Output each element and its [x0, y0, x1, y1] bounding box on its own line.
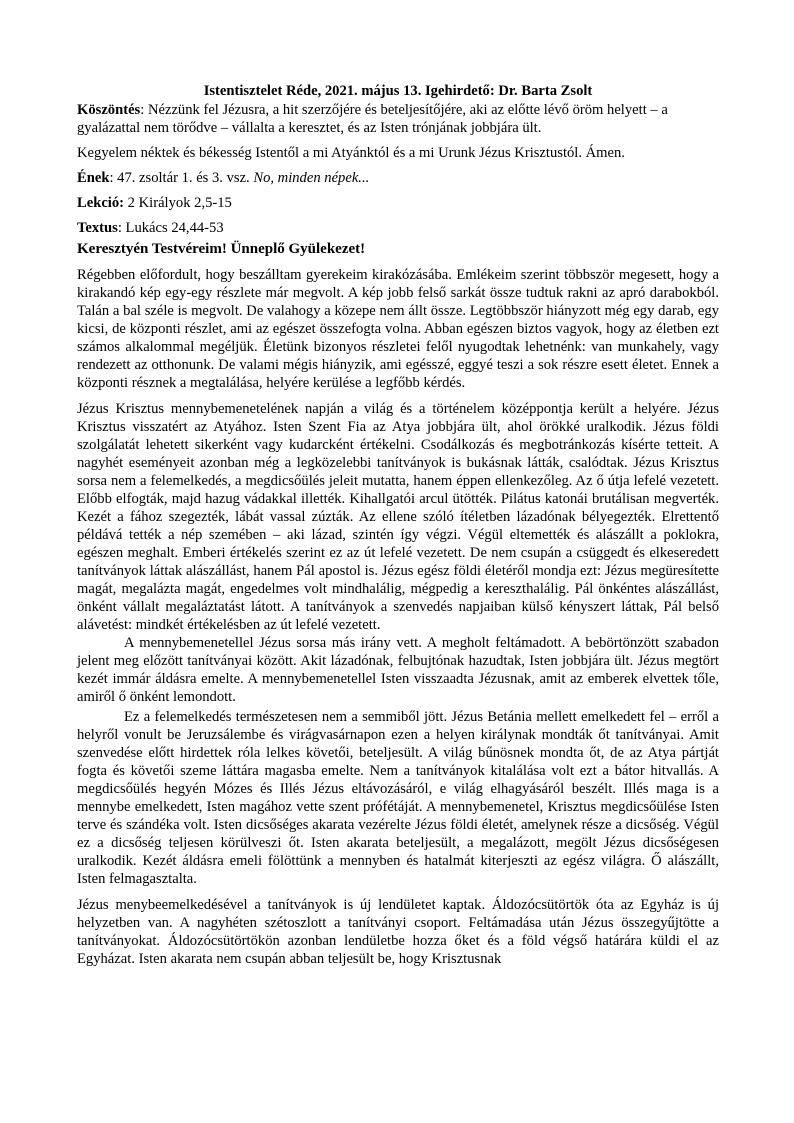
greeting-line [77, 101, 719, 137]
textus-line [77, 219, 719, 237]
lekcio-text: 2 Királyok 2,5-15 [124, 195, 232, 211]
sermon-paragraph-5: Jézus menybeemelkedésével a tanítványok is új lendületet kaptak. Áldozócsütörtök óta az Egyház is új helyzetben van. A nagyhéten szétoszlott a tanítványi csoport. Feltámadása után Jézus összegyűjtötte a tanítványokat. Áldozócsütörtökön azonban lendületbe hozza őket és a föld végső határára küldi el az Egyházat. Isten akarata nem csupán abban teljesült be, hogy Krisztusnak [77, 897, 719, 967]
blessing-line: Kegyelem néktek és békesség Istentől a mi Atyánktól és a mi Urunk Jézus Krisztustól. Ámen. [77, 145, 625, 161]
sermon-paragraph-2: Jézus Krisztus mennybemenetelének napján a világ és a történelem középpontja került a helyére. Jézus Krisztus visszatért az Atyához. Isten Szent Fia az Atya jobbjára ült, ahol örökké uralkodik. Jézus földi szolgálatát lehetett sikerként vagy kudarcként értékelni. Csodálkozás és megbotránkozás kísérte tetteit. A nagyhét eseményeit azonban még a legközelebbi tanítványok is bukásnak látták, csalódtak. Jézus Krisztus sorsa nem a felemelkedés, a megdicsőülés jeleit mutatta, hanem éppen ellenkezőleg. Az ő útja lefelé vezetett. Előbb elfogták, majd hazug vádakkal illették. Kihallgatói arcul ütötték. Pilátus katonái brutálisan megverték. Kezét a fához szegezték, lábát vassal zúzták. Az ellene szóló ítéletben lázadónak bélyegezték. Elrettentő példává tették a nép szemében – aki lázad, szintén így végzi. Végül eltemették és alászállt a poklokra, egészen meghalt. Emberi értékelés szerint ez az út lefelé vezetett. De nem csupán a csüggedt és elkeseredett tanítványok láttak alászállást, hanem Pál apostol is. Jézus egész földi életéről mondja ezt: Jézus megüresítette magát, megalázta magát, engedelmes volt mindhalálig, mégpedig a kereszthalálig. Pál önkéntes alászállást, önként vállalt megaláztatást látott. A tanítványok a szenvedés napjaiban külső kényszert láttak, Pál belső alávetést: mindkét értékelésben az út lefelé vezetett. [77, 401, 719, 633]
enek-title: No, minden népek... [253, 170, 370, 186]
enek-label: Ének [77, 170, 110, 186]
sermon-paragraph-1: Régebben előfordult, hogy beszálltam gyerekeim kirakózásába. Emlékeim szerint többször megesett, hogy a kirakandó kép egy-egy részlete már megvolt. A kép jobb felső sarkát össze tudtuk rakni az apró darabokból. Talán a bal széle is megvolt. De valahogy a közepe nem állt össze. Legtöbbször hiányzott még egy darab, egy kicsi, de központi részlet, ami az egészet összefogta volna. Abban egészen biztos vagyok, hogy az életben ezt számos alkalommal megéljük. Életünk bizonyos részletei felől nyugodtak lehetnénk: van munkahely, vagy rendezett az otthonunk. De valami mégis hiányzik, ami egésszé, eggyé teszi a sok részre esett életet. Ennek a központi résznek a megtalálása, helyére kerülése a legfőbb kérdés. [77, 267, 719, 391]
enek-text: : 47. zsoltár 1. és 3. vsz. [109, 170, 254, 186]
koszontes-label: Köszöntés [77, 102, 141, 118]
koszontes-text: : Nézzünk fel Jézusra, a hit szerzőjére és beteljesítőjére, aki az előtte lévő öröm helyett – a gyalázattal nem törődve – vállalta a keresztet, és az Isten trónjának jobbjára ült. [77, 102, 668, 136]
document-title: Istentisztelet Réde, 2021. május 13. Igehirdető: Dr. Barta Zsolt [203, 83, 593, 99]
document-page [77, 82, 719, 976]
textus-label: Textus [77, 220, 118, 236]
sermon-paragraph-3: A mennybemenetellel Jézus sorsa más irány vett. A megholt feltámadott. A bebörtönzött szabadon jelent meg előzött tanítványai között. Akit lázadónak, felbujtónak hazudtak, Isten jobbjára ült. Jézus megtört kezét immár áldásra emelte. A mennybemenetellel Isten visszaadta Jézusnak, amit az emberek elvettek tőle, amiről ő önként lemondott. [77, 635, 719, 705]
hymn-line [77, 169, 719, 187]
sermon-paragraph-4: Ez a felemelkedés természetesen nem a semmiből jött. Jézus Betánia mellett emelkedett fel – erről a helyről vonult be Jeruzsálembe és virágvasárnapon ezen a helyen királynak mondták őt tanítványai. Amit szenvedése előtt hirdettek róla lelkes követői, beteljesült. A világ bűnösnek mondta őt, de az Atya pártját fogta és követői szeme láttára magasba emelte. Nem a tanítványok kitalálása volt ezt a bátor hitvallás. A megdicsőülés hegyén Mózes és Illés Jézus eltávozásáról, e világ elhagyásáról beszélt. Illés maga is a mennybe emelkedett, Isten magához vette szent prófétáját. A mennybemenetel, Krisztus megdicsőülése Isten terve és szándéka volt. Isten dicsőséges akarata vezérelte Jézus földi életét, amelynek része a dicsőség. Végül ez a dicsőség teljesen körülveszi őt. Isten akarata beteljesült, a megalázott, megölt Jézus dicsőségesen uralkodik. Kezét áldásra emeli fölöttünk a mennyben és hatalmát kiterjeszti az egész világra. Ő alászállt, Isten felmagasztalta. [77, 709, 719, 887]
lekcio-label: Lekció: [77, 195, 125, 211]
sermon-greeting: Keresztyén Testvéreim! Ünneplő Gyülekezet! [77, 241, 366, 257]
lection-line [77, 194, 719, 212]
textus-text: : Lukács 24,44-53 [117, 220, 224, 236]
